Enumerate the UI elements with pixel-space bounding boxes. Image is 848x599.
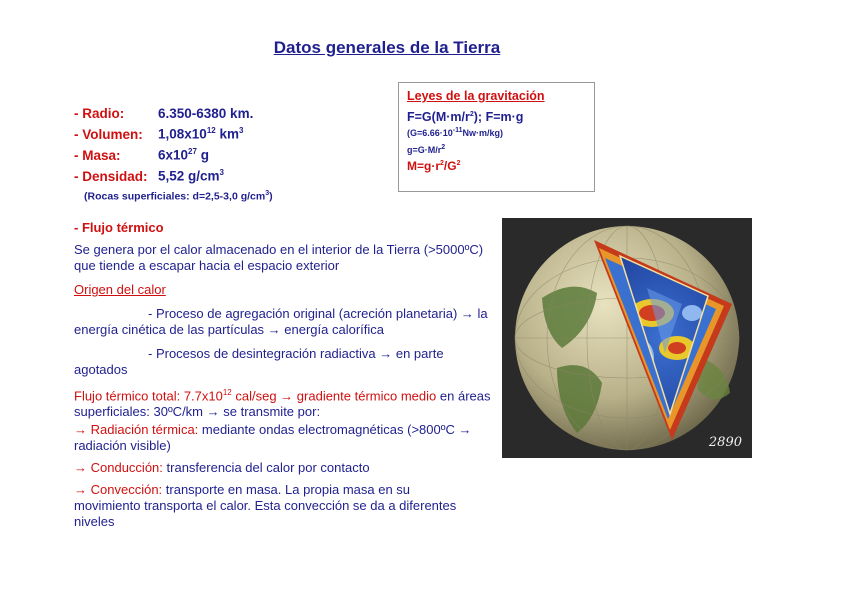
conveccion-text: transporte en masa. La propia masa en su movimiento transporta el calor. Esta convección se da a diferentes niveles: [74, 482, 457, 529]
property-value: 6.350-6380 km.: [158, 106, 254, 121]
exponent: 3: [238, 126, 244, 135]
exponent: 12: [206, 126, 216, 135]
flujo-intro: Se genera por el calor almacenado en el interior de la Tierra (>5000ºC) que tiende a escapar hacia el espacio exterior: [74, 242, 484, 273]
exponent: 2: [469, 110, 474, 118]
formula-text: F=G(M·m/r: [407, 110, 470, 124]
exponent: 27: [188, 147, 197, 156]
property-label: - Radio:: [74, 106, 125, 121]
formula-force: [407, 110, 586, 124]
property-value: 1,08x10: [158, 126, 207, 142]
gradiente-label: gradiente térmico medio: [296, 388, 437, 404]
property-label: - Volumen:: [74, 126, 143, 142]
flujo-total-unit: cal/seg →: [231, 388, 297, 404]
image-number: 2890: [708, 435, 742, 450]
property-densidad: [74, 168, 224, 184]
formula-constant: [407, 127, 586, 138]
exponent: 12: [222, 388, 232, 397]
flujo-total: [74, 385, 494, 420]
radiacion-label: Radiación térmica:: [90, 422, 199, 437]
property-value: 5,52 g/cm: [158, 168, 220, 184]
exponent: -11: [452, 127, 463, 134]
page-title: Datos generales de la Tierra: [273, 38, 501, 57]
origen-heading: Origen del calor: [74, 282, 166, 297]
arrow: →: [74, 460, 91, 475]
exponent: 3: [265, 190, 270, 197]
exponent: 3: [219, 168, 224, 177]
conduccion-label: Conducción:: [90, 460, 163, 475]
formula-text: M=g·r: [407, 159, 440, 173]
property-radio: [74, 106, 253, 121]
exponent: 2: [440, 160, 444, 167]
formula-gravity: [407, 144, 586, 155]
arrow: →: [74, 482, 91, 497]
formula-text: g=G·M/r: [407, 145, 442, 155]
proceso-agregacion: - Proceso de agregación original (acreción planetaria) → la energía cinética de las partículas → energía calorífica: [74, 306, 488, 337]
conduccion-item: [74, 460, 494, 476]
earth-globe-icon: [502, 218, 752, 458]
flujo-total-label: Flujo térmico total: 7.7x10: [74, 388, 223, 404]
formula-text: (G=6.66·10: [407, 128, 453, 138]
property-volumen: [74, 126, 243, 142]
flujo-heading: - Flujo térmico: [74, 220, 164, 235]
conveccion-item: [74, 482, 474, 530]
gravitation-heading: Leyes de la gravitación: [407, 89, 545, 103]
arrow: →: [74, 422, 91, 437]
conduccion-text: transferencia del calor por contacto: [162, 460, 370, 475]
earth-cutaway-image: [502, 218, 752, 458]
formula-mass: [407, 159, 586, 173]
radiacion-item: [74, 422, 494, 454]
gravitation-box: [398, 82, 595, 192]
exponent: 2: [441, 144, 446, 151]
formula-text: /G: [443, 159, 457, 173]
rocas-text: ): [269, 190, 273, 203]
rocas-note: [84, 190, 273, 203]
property-value: 6x10: [158, 147, 189, 163]
proceso-desintegracion: - Procesos de desintegración radiactiva → en parte agotados: [74, 346, 444, 377]
exponent: 2: [456, 160, 461, 167]
property-label: - Masa:: [74, 147, 121, 163]
property-unit: km: [215, 126, 239, 142]
flujo-total-rest: en áreas superficiales: 30ºC/km → se transmite por:: [74, 388, 491, 420]
formula-text: Nw·m/kg): [462, 128, 504, 138]
property-masa: [74, 147, 209, 163]
rocas-text: (Rocas superficiales: d=2,5-3,0 g/cm: [84, 190, 266, 203]
property-unit: g: [196, 147, 209, 163]
conveccion-label: Convección:: [90, 482, 163, 497]
formula-text: ); F=m·g: [473, 110, 524, 124]
radiacion-text: mediante ondas electromagnéticas (>800ºC → radiación visible): [74, 422, 472, 453]
property-label: - Densidad:: [74, 168, 148, 184]
